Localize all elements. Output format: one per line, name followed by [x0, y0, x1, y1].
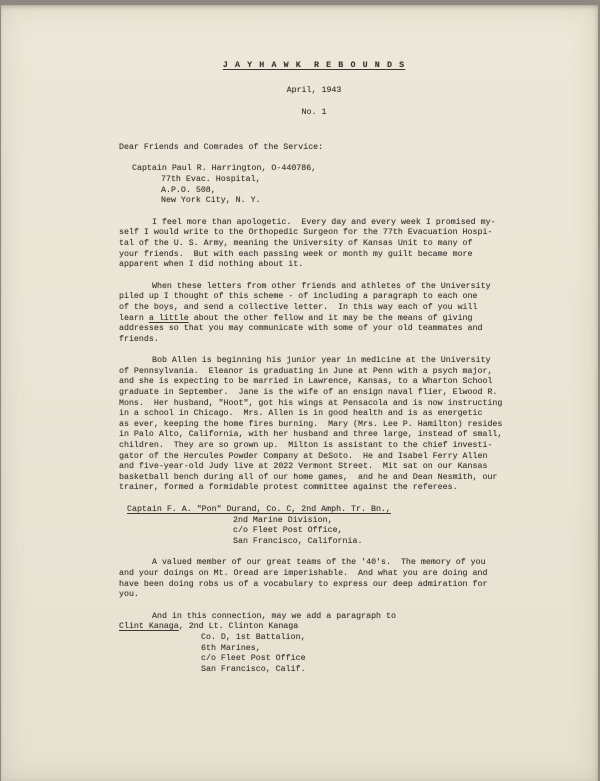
- letter-line: Co. D, 1st Battalion,: [201, 632, 306, 642]
- harrington-address-lines: [119, 175, 509, 207]
- durand-name-line: Captain F. A. "Pon" Durand, Co. C, 2nd Amph. Tr. Bn.,: [127, 505, 391, 514]
- underlined-segment: a little: [148, 313, 189, 323]
- letter-line: San Francisco, California.: [233, 536, 363, 546]
- letter-line: piled up I thought of this scheme - of including a paragraph to each one: [119, 292, 478, 302]
- letter-line: in a school in Chicago. Mrs. Allen is in good health and is as energetic: [119, 409, 483, 419]
- letter-line: graduate in September. Jane is the wife of an ensign naval flier, Elwood R.: [119, 388, 498, 398]
- line-segment: about the other fellow and it may be the means of giving: [188, 313, 473, 323]
- letter-line: trainer, formed a formidable protest committee against the referees.: [119, 483, 458, 493]
- connection-line: And in this connection, may we add a paragraph to: [152, 611, 396, 621]
- letter-line: 6th Marines,: [201, 643, 261, 653]
- letter-line: gator of the Hercules Powder Company at DeSoto. He and Isabel Ferry Allen: [119, 451, 488, 461]
- letter-line: of Pennsylvania. Eleanor is graduating in June at Penn with a psych major,: [119, 366, 493, 376]
- letter-line: apparent when I did nothing about it.: [119, 260, 304, 270]
- letter-line: Mons. Her husband, "Hoot", got his wings at Pensacola and is now instructing: [119, 398, 503, 408]
- letter-line: you.: [119, 590, 139, 600]
- letter-line: have been doing robs us of a vocabulary to express our deep admiration for: [119, 579, 488, 589]
- harrington-address-block: [119, 164, 509, 206]
- paragraph-3: [119, 356, 509, 494]
- letter-header: [119, 61, 509, 119]
- kanaga-address-lines: [119, 633, 509, 675]
- paragraph-4: [119, 558, 509, 600]
- connection-paragraph: [119, 612, 509, 623]
- letter-date: April, 1943: [286, 85, 342, 95]
- letter-line: c/o Fleet Post Office,: [233, 526, 343, 536]
- letter-line: c/o Fleet Post Office: [201, 654, 306, 664]
- letter-line: A.P.O. 508,: [161, 185, 216, 195]
- paragraph-2: [119, 282, 509, 346]
- letter-line: children. They are so grown up. Milton is assistant to the chief investi-: [119, 441, 493, 451]
- letter-line: New York City, N. Y.: [161, 196, 261, 206]
- letter-line: addresses so that you may communicate with some of your old teammates and: [119, 324, 483, 334]
- letter-line: 2nd Marine Division,: [233, 515, 333, 525]
- letter-line: Bob Allen is beginning his junior year in medicine at the University: [152, 356, 491, 366]
- letter-line: 77th Evac. Hospital,: [161, 174, 261, 184]
- letter-line: and your doings on Mt. Oread are imperishable. And what you are doing and: [119, 568, 488, 578]
- letter-line: your friends. But with each passing week or month my guilt became more: [119, 249, 473, 259]
- salutation: Dear Friends and Comrades of the Service:: [119, 142, 324, 152]
- letter-line: self I would write to the Orthopedic Surgeon for the 77th Evacuation Hospi-: [119, 228, 493, 238]
- letter-line: A valued member of our great teams of the '40's. The memory of you: [152, 558, 486, 568]
- letter-line: I feel more than apologetic. Every day and every week I promised my-: [152, 217, 496, 227]
- letter-title: J A Y H A W K R E B O U N D S: [222, 61, 406, 70]
- letter-line: of the boys, and send a collective letter. In this way each of you will: [119, 302, 478, 312]
- letter-line: friends.: [119, 334, 159, 344]
- letter-line: in Palo Alto, California, with her husband and three large, instead of small,: [119, 430, 503, 440]
- letter-line: basketball bench during all of our home games, and he and Dean Nesmith, our: [119, 472, 498, 482]
- kanaga-name-line: [119, 622, 509, 633]
- line-segment: learn: [119, 313, 149, 323]
- letter-page: [1, 5, 598, 781]
- letter-line: When these letters from other friends and athletes of the University: [152, 281, 491, 291]
- letter-line: and she is expecting to be married in Lawrence, Kansas, to a Wharton School: [119, 377, 493, 387]
- kanaga-name-underlined: Clint Kanaga: [119, 622, 179, 632]
- letter-line: tal of the U. S. Army, meaning the University of Kansas Unit to many of: [119, 238, 473, 248]
- kanaga-name-rest: , 2nd Lt. Clinton Kanaga: [178, 622, 299, 632]
- durand-address-lines: [119, 516, 509, 548]
- letter-line: San Francisco, Calif.: [201, 664, 306, 674]
- durand-address-block: [119, 505, 509, 547]
- harrington-name-line: Captain Paul R. Harrington, O-440786,: [132, 164, 317, 174]
- kanaga-address-block: [119, 622, 509, 675]
- letter-content: [119, 61, 509, 675]
- letter-line: as ever, keeping the home fires burning. Mary (Mrs. Lee P. Hamilton) resides: [119, 419, 503, 429]
- letter-line: [119, 314, 509, 325]
- paragraph-1: [119, 218, 509, 271]
- issue-number: No. 1: [301, 108, 327, 118]
- letter-line: and five-year-old Judy live at 2022 Vermont Street. Mit sat on our Kansas: [119, 462, 488, 472]
